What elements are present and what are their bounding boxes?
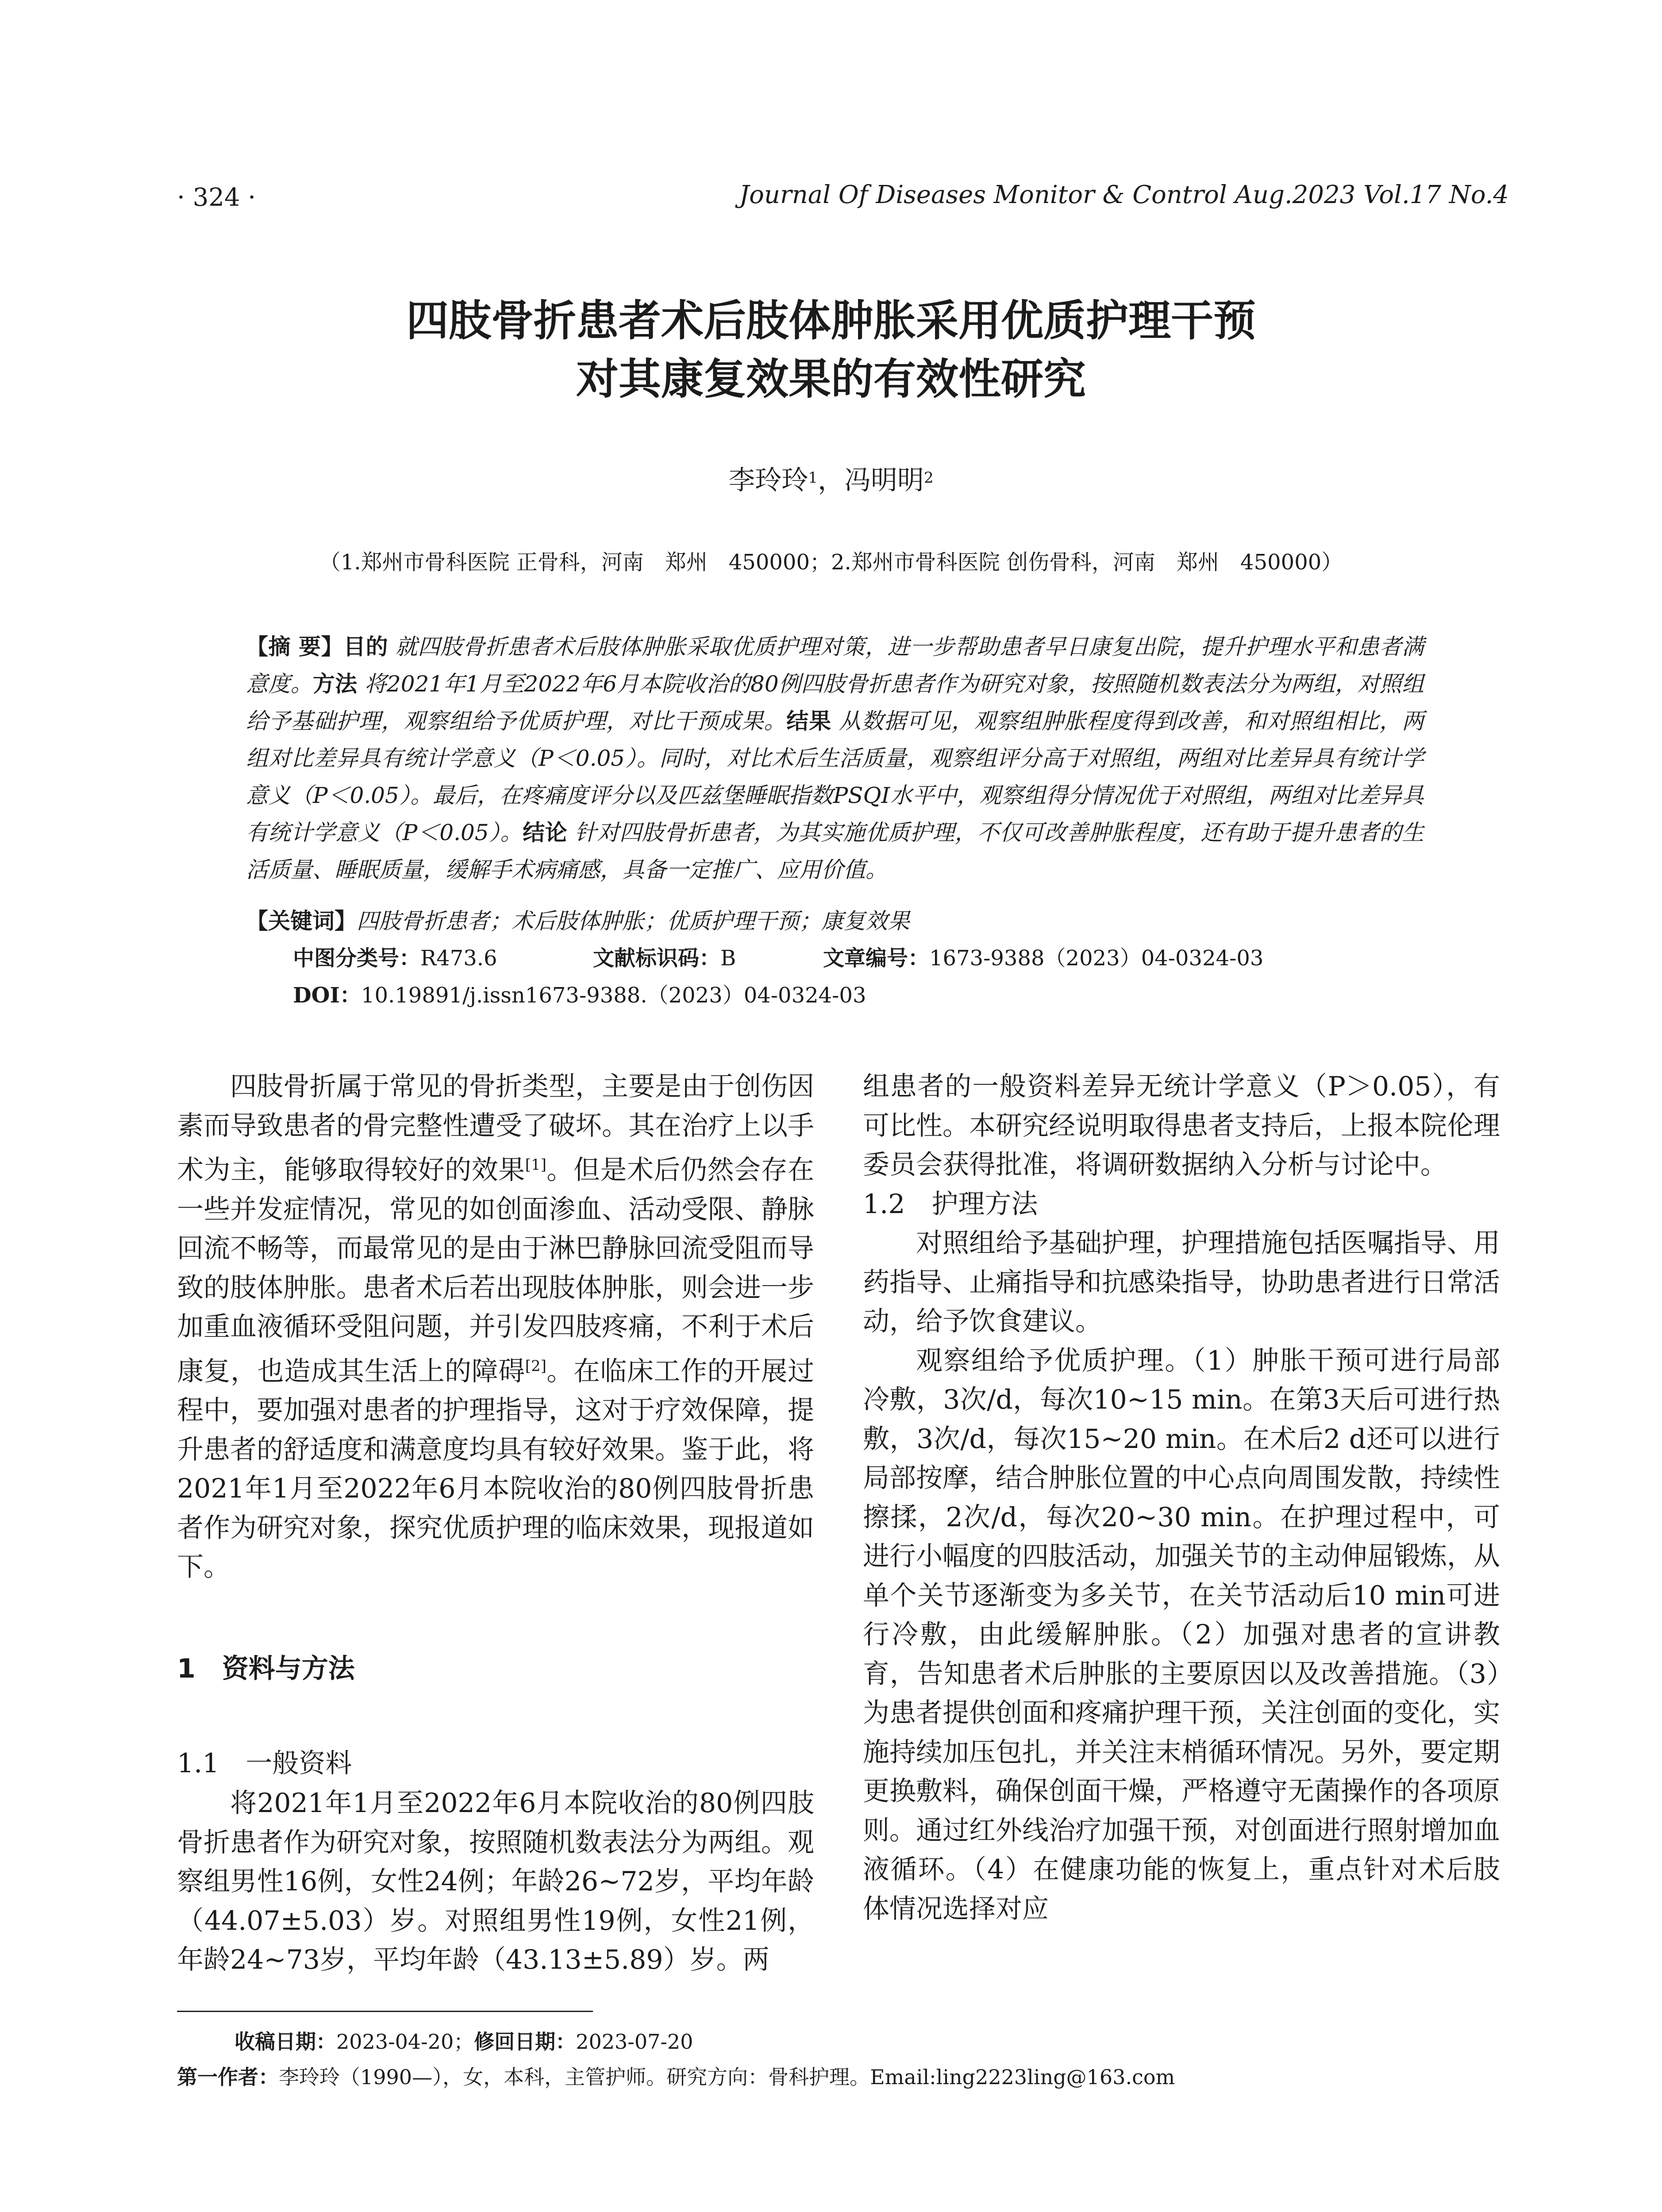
journal-header: Journal Of Diseases Monitor & Control Aug.2023 Vol.17 No.4	[739, 180, 1509, 209]
footnote-divider	[177, 2011, 593, 2012]
article-number-value: 1673-9388（2023）04-0324-03	[929, 946, 1264, 971]
subsection-heading: 1.1 一般资料	[177, 1748, 352, 1779]
article-number	[823, 940, 1263, 977]
keywords	[246, 902, 1441, 940]
abstract-label: 【摘 要】	[246, 634, 344, 660]
abstract-result: 从数据可见，观察组肿胀程度得到改善，和对照组相比，两组对比差异具有统计学意义（P＜0.05）。同时，对比术后生活质量，观察组评分高于对照组，两组对比差异具有统计学意义（P＜0.05）。最后，在疼痛度评分以及匹兹堡睡眠指数PSQI水平中，观察组得分情况优于对照组，两组对比差异具有统计学意义（P＜0.05）。	[246, 708, 1424, 845]
clc-label: 中图分类号：	[293, 946, 421, 971]
article-number-label: 文章编号：	[823, 946, 930, 971]
footnote-author	[177, 2062, 1175, 2093]
abstract-aim-label: 目的	[343, 634, 389, 660]
affiliation: （1.郑州市骨科医院 正骨科，河南 郑州 450000；2.郑州市骨科医院 创伤骨科，河南 郑州 450000）	[319, 550, 1343, 575]
article-title-line1: 四肢骨折患者术后肢体肿胀采用优质护理干预	[406, 296, 1256, 346]
section-heading: 1 资料与方法	[177, 1653, 355, 1684]
abstract-method: 将2021年1月至2022年6月本院收治的80例四肢骨折患者作为研究对象，按照随机数表法分为两组，对照组给予基础护理，观察组给予优质护理，对比干预成果。	[246, 671, 1424, 734]
general-info-paragraph: 将2021年1月至2022年6月本院收治的80例四肢骨折患者作为研究对象，按照随机数表法分为两组。观察组男性16例，女性24例；年龄26~72岁，平均年龄（44.07±5.03）岁。对照组男性19例，女性21例，年龄24~73岁，平均年龄（43.13±5.89）岁。两	[177, 1788, 814, 1975]
doi-label: DOI：	[293, 983, 361, 1008]
author-list	[0, 463, 1662, 498]
abstract-conclusion: 针对四肢骨折患者，为其实施优质护理，不仅可改善肿胀程度，还有助于提升患者的生活质量、睡眠质量，缓解手术病痛感，具备一定推广、应用价值。	[246, 820, 1424, 883]
author-name: 李玲玲	[728, 465, 808, 496]
revised-date: 2023-07-20	[576, 2030, 693, 2054]
citation-ref: [1]	[525, 1156, 546, 1174]
clc-value: R473.6	[420, 946, 497, 971]
document-code-label: 文献标识码：	[593, 946, 721, 971]
intro-text: 。在临床工作的开展过程中，要加强对患者的护理指导，这对于疗效保障，提升患者的舒适度和满意度均具有较好效果。鉴于此，将2021年1月至2022年6月本院收治的80例四肢骨折患者作为研究对象，探究优质护理的临床效果，现报道如下。	[177, 1356, 815, 1582]
document-code-value: B	[720, 946, 736, 971]
page-number: · 324 ·	[177, 183, 256, 212]
intro-text: 。但是术后仍然会存在一些并发症情况，常见的如创面渗血、活动受限、静脉回流不畅等，而最常见的是由于淋巴静脉回流受阻而导致的肢体肿胀。患者术后若出现肢体肿胀，则会进一步加重血液循环受阻问题，并引发四肢疼痛，不利于术后康复，也造成其生活上的障碍	[177, 1155, 815, 1387]
control-group-paragraph: 对照组给予基础护理，护理措施包括医嘱指导、用药指导、止痛指导和抗感染指导，协助患者进行日常活动，给予饮食建议。	[863, 1228, 1500, 1337]
right-column	[863, 1067, 1500, 1928]
document-code	[593, 940, 736, 977]
keywords-label: 【关键词】	[246, 908, 357, 934]
received-date: 2023-04-20	[336, 2030, 454, 2054]
abstract-conclusion-label: 结论	[523, 820, 568, 845]
abstract	[246, 628, 1424, 888]
left-column	[177, 1067, 814, 1587]
article-title-line2: 对其康复效果的有效性研究	[576, 354, 1086, 404]
general-info	[177, 1784, 814, 1980]
abstract-result-label: 结果	[786, 708, 832, 734]
author-affil-mark: 1	[808, 469, 818, 487]
clc-number	[293, 940, 497, 977]
first-author-info: 李玲玲（1990—），女，本科，主管护师。研究方向：骨科护理。Email:ling2223ling@163.com	[279, 2065, 1175, 2089]
doi	[293, 977, 866, 1014]
date-separator: ；	[454, 2030, 474, 2054]
first-author-label: 第一作者：	[177, 2065, 279, 2089]
footnote-dates	[235, 2026, 693, 2057]
observation-group-paragraph: 观察组给予优质护理。（1）肿胀干预可进行局部冷敷，3次/d，每次10~15 min。在第3天后可进行热敷，3次/d，每次15~20 min。在术后2 d还可以进行局部按摩，结合肿胀位置的中心点向周围发散，持续性擦揉，2次/d，每次20~30 min。在护理过程中，可进行小幅度的四肢活动，加强关节的主动伸屈锻炼，从单个关节逐渐变为多关节，在关节活动后10 min可进行冷敷，由此缓解肿胀。（2）加强对患者的宣讲教育，告知患者术后肿胀的主要原因以及改善措施。（3）为患者提供创面和疼痛护理干预，关注创面的变化，实施持续加压包扎，并关注末梢循环情况。另外，要定期更换敷料，确保创面干燥，严格遵守无菌操作的各项原则。通过红外线治疗加强干预，对创面进行照射增加血液循环。（4）在健康功能的恢复上，重点针对术后肢体情况选择对应	[863, 1345, 1500, 1924]
keywords-text: 四肢骨折患者；术后肢体肿胀；优质护理干预；康复效果	[357, 908, 910, 934]
abstract-method-label: 方法	[312, 671, 358, 697]
abstract-aim: 就四肢骨折患者术后肢体肿胀采取优质护理对策，进一步帮助患者早日康复出院，提升护理水平和患者满意度。	[246, 634, 1424, 697]
received-label: 收稿日期：	[235, 2030, 336, 2054]
intro-text: 四肢骨折属于常见的骨折类型，主要是由于创伤因素而导致患者的骨完整性遭受了破坏。其在治疗上以手术为主，能够取得较好的效果	[177, 1071, 814, 1186]
citation-ref: [2]	[525, 1357, 546, 1375]
revised-label: 修回日期：	[474, 2030, 576, 2054]
doi-value: 10.19891/j.issn1673-9388.（2023）04-0324-03	[361, 983, 866, 1008]
intro-paragraph	[177, 1067, 814, 1587]
author-name: 冯明明	[844, 465, 924, 496]
continued-paragraph: 组患者的一般资料差异无统计学意义（P＞0.05），有可比性。本研究经说明取得患者支持后，上报本院伦理委员会获得批准，将调研数据纳入分析与讨论中。	[863, 1071, 1500, 1180]
subsection-heading: 1.2 护理方法	[863, 1188, 1038, 1220]
author-separator: ，	[818, 465, 844, 496]
author-affil-mark: 2	[924, 469, 934, 487]
